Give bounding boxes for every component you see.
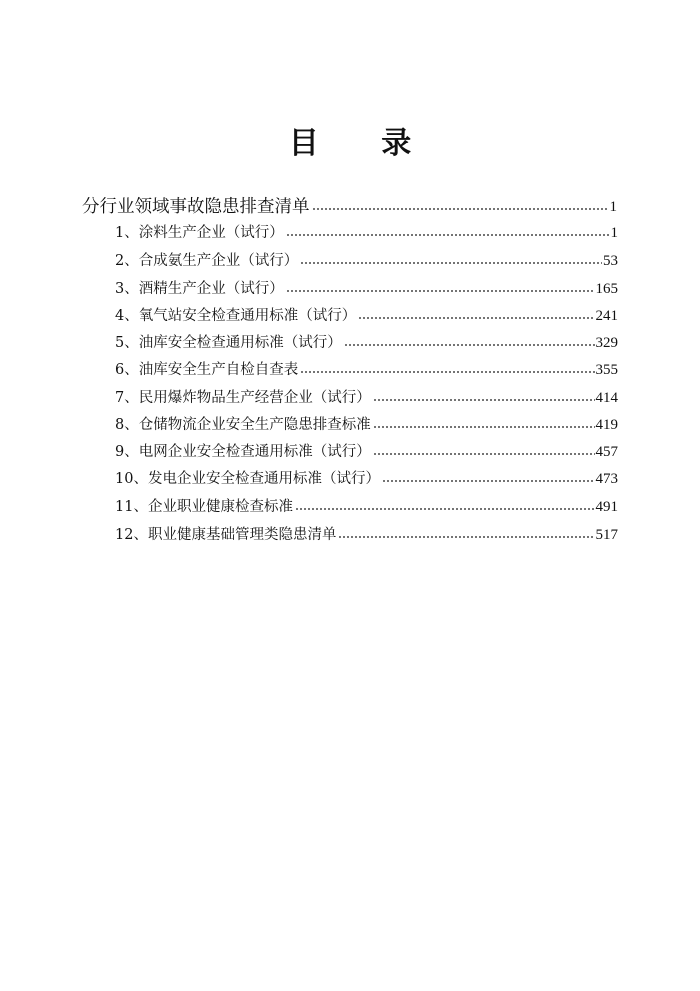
dot-leader [373,397,595,403]
toc-entry-label: 6、油库安全生产自检自查表 [115,362,299,378]
toc-entry[interactable] [115,221,618,243]
toc-section-entry[interactable] [82,193,617,217]
toc-section-label: 分行业领域事故隐患排查清单 [82,197,310,217]
dot-leader [300,260,602,266]
toc-entry[interactable] [115,304,618,326]
dot-leader [373,451,595,457]
toc-entry-page-number: 53 [603,253,618,269]
toc-entry-label: 4、氧气站安全检查通用标准（试行） [115,308,357,324]
dot-leader [382,478,595,484]
toc-entry[interactable] [115,495,618,517]
dot-leader [358,315,594,321]
dot-leader [286,232,610,238]
toc-entry-label: 12、职业健康基础管理类隐患清单 [115,527,337,543]
toc-entry-label: 5、油库安全检查通用标准（试行） [115,335,342,351]
toc-entry-label: 1、涂料生产企业（试行） [115,225,284,241]
dot-leader [295,506,595,512]
toc-entry-page-number: 1 [610,225,618,241]
toc-entry[interactable] [115,523,618,545]
toc-entry-page-number: 419 [595,417,618,433]
toc-entry[interactable] [115,358,618,380]
toc-entry-label: 3、酒精生产企业（试行） [115,281,284,297]
toc-entry-label: 10、发电企业安全检查通用标准（试行） [115,471,380,487]
toc-entry[interactable] [115,467,618,489]
dot-leader [338,534,594,540]
toc-entry[interactable] [115,440,618,462]
toc-title: 目 录 [288,126,438,161]
toc-entry-page-number: 241 [595,308,618,324]
toc-entry-label: 2、合成氨生产企业（试行） [115,253,299,269]
toc-entry[interactable] [115,386,618,408]
toc-entry-page-number: 355 [595,362,618,378]
toc-entry-page-number: 457 [595,444,618,460]
dot-leader [300,369,594,375]
dot-leader [373,424,595,430]
toc-entry-page-number: 473 [595,471,618,487]
toc-entry[interactable] [115,277,618,299]
toc-entry-label: 8、仓储物流企业安全生产隐患排查标准 [115,417,371,433]
toc-entry-label: 7、民用爆炸物品生产经营企业（试行） [115,390,371,406]
dot-leader [286,288,595,294]
dot-leader [312,206,609,212]
toc-entry-page-number: 329 [595,335,618,351]
toc-entry-page-number: 165 [595,281,618,297]
toc-entry-page-number: 517 [595,527,618,543]
toc-entry[interactable] [115,413,618,435]
toc-entry-label: 9、电网企业安全检查通用标准（试行） [115,444,371,460]
dot-leader [344,342,595,348]
toc-section-page-number: 1 [609,199,617,215]
toc-entry-page-number: 414 [595,390,618,406]
toc-entry[interactable] [115,249,618,271]
toc-entry-page-number: 491 [595,499,618,515]
toc-entry-label: 11、企业职业健康检查标准 [115,499,293,515]
toc-entry[interactable] [115,331,618,353]
